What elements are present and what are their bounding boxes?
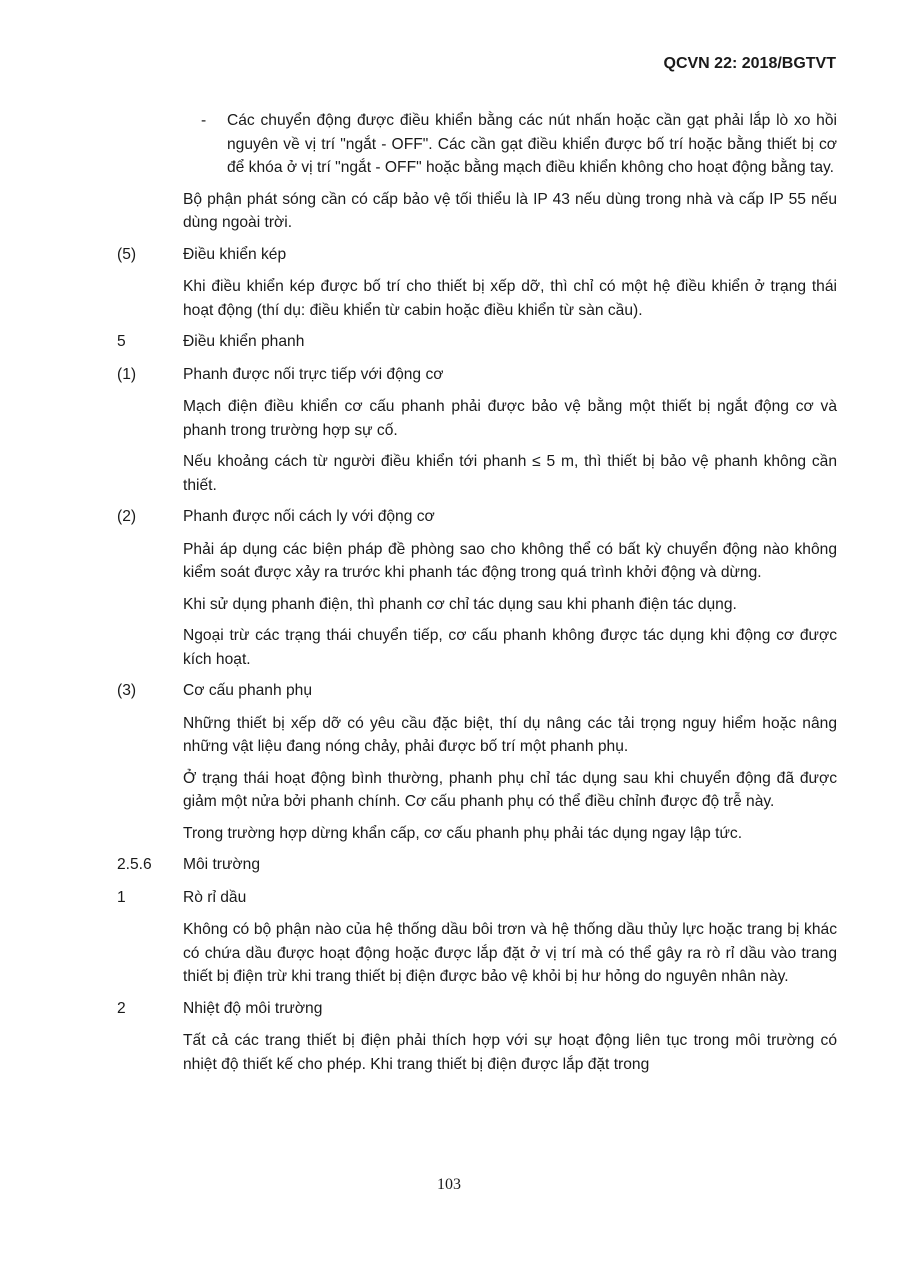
section-title: Nhiệt độ môi trường [183, 999, 323, 1017]
section-number: 2 [117, 999, 126, 1017]
section-title: Điều khiển phanh [183, 333, 305, 350]
section-heading-environment [117, 853, 837, 877]
section-number: (2) [117, 508, 137, 525]
paragraph: Không có bộ phận nào của hệ thống dầu bôi trơn và hệ thống dầu thủy lực hoặc trang bị khác có chứa dầu được hoạt động hoặc được lắp đặt ở vị trí mà có thể gây ra rò rỉ dầu vào trang thiết bị điện trừ khi trang thiết bị điện được bảo vệ khỏi bị hư hỏng do nguyên nhân này. [183, 921, 837, 985]
paragraph: Tất cả các trang thiết bị điện phải thích hợp với sự hoạt động liên tục trong môi trường có nhiệt độ thiết kế cho phép. Khi trang thiết bị điện được lắp đặt trong [183, 1032, 837, 1073]
bullet-dash: - [201, 112, 207, 129]
bullet-text: Các chuyển động được điều khiển bằng các nút nhấn hoặc cần gạt phải lắp lò xo hồi nguyên về vị trí "ngắt - OFF". Các cần gạt điều khiển được bố trí hoặc bằng thiết bị cơ để khóa ở vị trí "ngắt - OFF" hoặc bằng mạch điều khiển không cho hoạt động bằng tay. [227, 112, 837, 176]
section-number: (3) [117, 682, 137, 699]
section-heading-direct-brake [117, 363, 837, 387]
paragraph-ip-rating: Bộ phận phát sóng cần có cấp bảo vệ tối thiểu là IP 43 nếu dùng trong nhà và cấp IP 55 nếu dùng ngoài trời. [183, 190, 837, 231]
section-heading-isolated-brake [117, 505, 837, 529]
document-code-header: QCVN 22: 2018/BGTVT [663, 55, 836, 72]
paragraph: Ngoại trừ các trạng thái chuyển tiếp, cơ cấu phanh không được tác dụng khi động cơ được kích hoạt. [183, 627, 837, 668]
section-title: Rò rỉ dầu [183, 888, 247, 906]
paragraph: Phải áp dụng các biện pháp đề phòng sao cho không thể có bất kỳ chuyển động nào không kiểm soát được xảy ra trước khi phanh tác động trong quá trình khởi động và dừng. [183, 540, 837, 581]
section-heading-dual-control [117, 243, 837, 267]
section-heading-oil-leak [117, 886, 837, 910]
section-title: Điều khiển kép [183, 245, 287, 263]
bullet-item [117, 109, 837, 180]
paragraph: Nếu khoảng cách từ người điều khiển tới phanh ≤ 5 m, thì thiết bị bảo vệ phanh không cần thiết. [183, 453, 837, 494]
page-body [117, 109, 837, 1084]
section-title: Phanh được nối trực tiếp với động cơ [183, 365, 444, 383]
section-heading-brake-control [117, 330, 837, 354]
paragraph: Ở trạng thái hoạt động bình thường, phanh phụ chỉ tác dụng sau khi chuyển động đã được giảm một nửa bởi phanh chính. Cơ cấu phanh phụ có thể điều chỉnh được độ trễ này. [183, 769, 837, 810]
paragraph: Khi điều khiển kép được bố trí cho thiết bị xếp dỡ, thì chỉ có một hệ điều khiển ở trạng thái hoạt động (thí dụ: điều khiển từ cabin hoặc điều khiển từ sàn cầu). [183, 278, 837, 319]
paragraph: Trong trường hợp dừng khẩn cấp, cơ cấu phanh phụ phải tác dụng ngay lập tức. [183, 824, 743, 842]
paragraph: Những thiết bị xếp dỡ có yêu cầu đặc biệt, thí dụ nâng các tải trọng nguy hiểm hoặc nâng những vật liệu đang nóng chảy, phải được bố trí một phanh phụ. [183, 714, 837, 755]
section-heading-auxiliary-brake [117, 679, 837, 703]
section-number: (5) [117, 245, 137, 263]
section-title: Phanh được nối cách ly với động cơ [183, 508, 435, 525]
section-number: 5 [117, 333, 126, 350]
paragraph: Mạch điện điều khiển cơ cấu phanh phải được bảo vệ bằng một thiết bị ngắt động cơ và phanh trong trường hợp sự cố. [183, 398, 837, 439]
page-number: 103 [437, 1176, 461, 1193]
section-title: Cơ cấu phanh phụ [183, 682, 313, 699]
section-number: (1) [117, 365, 137, 383]
section-number: 2.5.6 [117, 856, 152, 873]
paragraph: Khi sử dụng phanh điện, thì phanh cơ chỉ tác dụng sau khi phanh điện tác dụng. [183, 595, 737, 613]
section-title: Môi trường [183, 856, 260, 873]
section-heading-ambient-temperature [117, 997, 837, 1021]
section-number: 1 [117, 888, 126, 906]
